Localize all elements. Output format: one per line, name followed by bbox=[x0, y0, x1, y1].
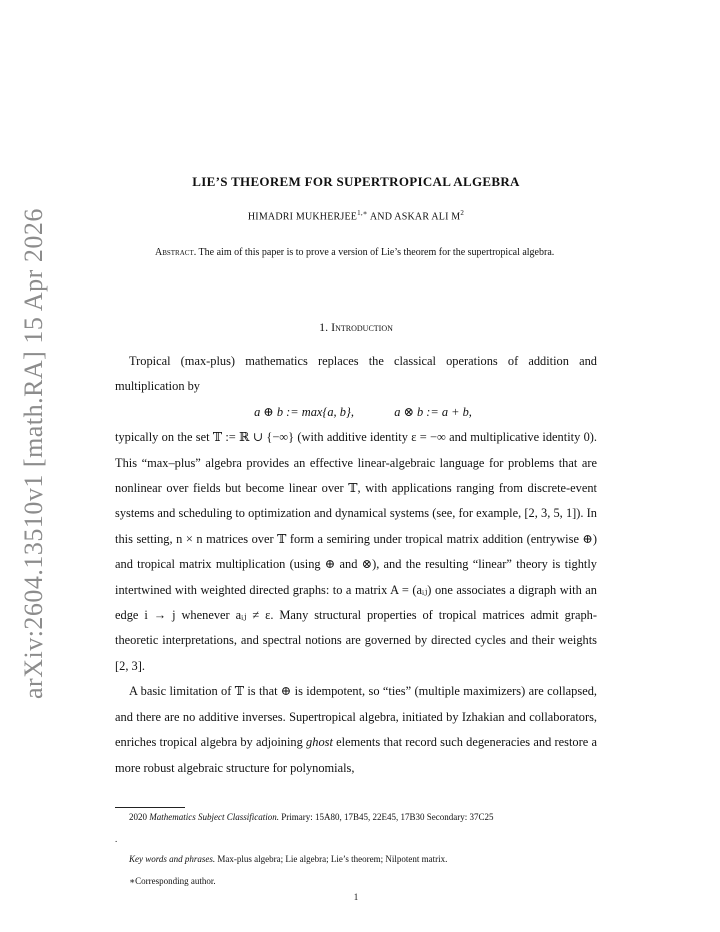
section-title: Introduction bbox=[331, 320, 393, 334]
author-affiliation-marker: 2 bbox=[460, 209, 465, 217]
keywords-label: Key words and phrases. bbox=[129, 854, 216, 864]
author-affiliation-marker: 1,∗ bbox=[357, 209, 368, 217]
paper-title: LIE’S THEOREM FOR SUPERTROPICAL ALGEBRA bbox=[192, 174, 520, 189]
author-line bbox=[115, 209, 597, 222]
author-name: HIMADRI MUKHERJEE bbox=[247, 211, 358, 223]
section-number: 1. bbox=[319, 320, 329, 334]
paragraph-text: A basic limitation of 𝕋 is that ⊕ is idempotent, so “ties” (multiple maximizers) are collapsed, and there are no additive inverses. Supertropical algebra, initiated by Izhakian and collaborators, enriches tropical algebra by adjoining bbox=[115, 684, 597, 750]
paragraph: Tropical (max-plus) mathematics replaces the classical operations of addition and multiplication by bbox=[115, 354, 597, 394]
abstract-text: The aim of this paper is to prove a version of Lie’s theorem for the supertropical algebra. bbox=[196, 247, 555, 258]
author-connector: AND bbox=[367, 211, 395, 223]
equation-right: a ⊗ b := a + b, bbox=[394, 404, 472, 419]
paragraph-text: elements that record such degeneracies and restore a more robust algebraic structure for polynomials, bbox=[115, 735, 597, 775]
msc-year: 2020 bbox=[129, 812, 150, 822]
introduction-body bbox=[115, 349, 597, 781]
footnote-dot: . bbox=[115, 834, 118, 844]
equation-left: a ⊕ b := max{a, b}, bbox=[254, 404, 354, 419]
msc-text: Primary: 15A80, 17B45, 22E45, 17B30 Secondary: 37C25 bbox=[279, 812, 494, 822]
paragraph: typically on the set 𝕋 := ℝ ∪ {−∞} (with additive identity ε = −∞ and multiplicative identity 0). This “max–plus” algebra provides an effective linear-algebraic language for problems that are nonlinear over fields but become linear over 𝕋, with applications ranging from discrete-event systems and scheduling to optimization and dynamical systems (see, for example, [2, 3, 5, 1]). In this setting, n × n matrices over 𝕋 form a semiring under tropical matrix addition (entrywise ⊕) and tropical matrix multiplication (using ⊕ and ⊗), and the resulting “linear” theory is tightly intertwined with weighted directed graphs: to a matrix A = (aᵢⱼ) one associates a digraph with an edge i → j whenever aᵢⱼ ≠ ε. Many structural properties of tropical matrices admit graph-theoretic interpretations, and spectral notions are governed by directed cycles and their weights [2, 3]. bbox=[115, 430, 597, 673]
corresponding-author-footnote: ∗Corresponding author. bbox=[129, 876, 216, 886]
emphasis: ghost bbox=[306, 735, 333, 750]
keywords-text: Max-plus algebra; Lie algebra; Lie’s theorem; Nilpotent matrix. bbox=[215, 854, 448, 864]
paragraph bbox=[115, 679, 597, 781]
abstract-label: Abstract. bbox=[155, 247, 197, 258]
author-name: ASKAR ALI M bbox=[394, 211, 461, 223]
msc-footnote bbox=[129, 812, 494, 822]
page-number: 1 bbox=[353, 892, 359, 902]
section-heading bbox=[115, 320, 597, 335]
footnote-divider bbox=[115, 807, 185, 808]
msc-label: Mathematics Subject Classification. bbox=[149, 812, 279, 822]
abstract bbox=[155, 242, 561, 263]
display-equation bbox=[115, 400, 597, 425]
arxiv-identifier-stamp: arXiv:2604.13510v1 [math.RA] 15 Apr 2026 bbox=[19, 208, 48, 700]
keywords-footnote bbox=[129, 854, 447, 864]
